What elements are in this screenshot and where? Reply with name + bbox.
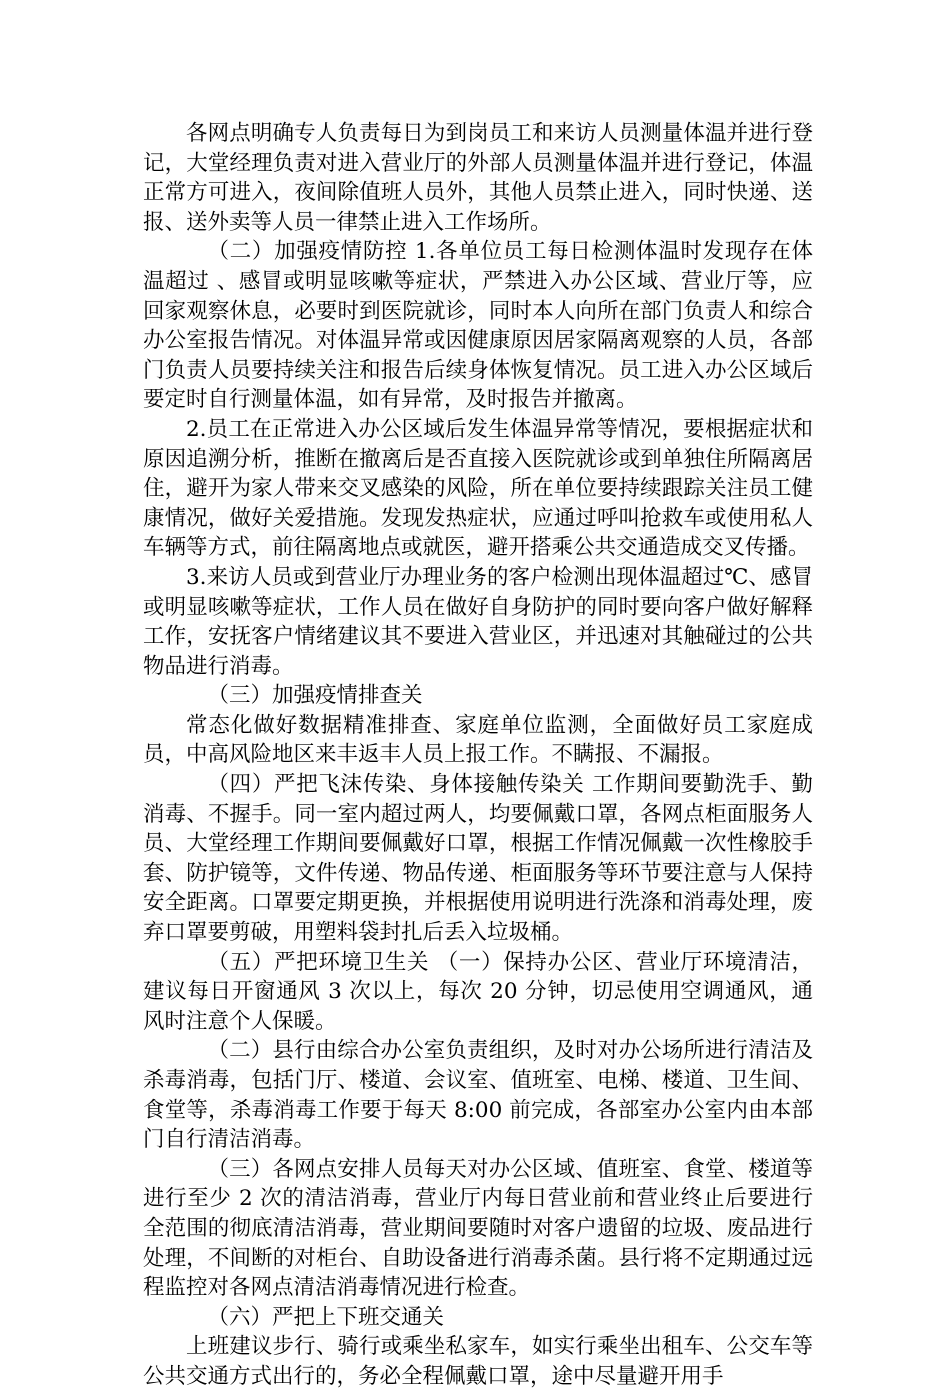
paragraph-screening-details: 常态化做好数据精准排查、家庭单位监测，全面做好员工家庭成员，中高风险地区来丰返丰人员上报工作。不瞒报、不漏报。 xyxy=(143,712,813,768)
paragraph-item-3-visitors: 3.来访人员或到营业厅办理业务的客户检测出现体温超过℃、感冒或明显咳嗽等症状，工作人员在做好自身防护的同时要向客户做好解释工作，安抚客户情绪建议其不要进入营业区，并迅速对其触碰过的公共物品进行消毒。 xyxy=(143,564,813,679)
paragraph-county-office-disinfection: （二）县行由综合办公室负责组织，及时对办公场所进行清洁及杀毒消毒，包括门厅、楼道、会议室、值班室、电梯、楼道、卫生间、食堂等，杀毒消毒工作要于每天 8:00 前完成，各部室办公室内由本部门自行清洁消毒。 xyxy=(143,1038,813,1153)
heading-section-3-screening: （三）加强疫情排查关 xyxy=(207,683,423,709)
paragraph-section-5-environment: （五）严把环境卫生关 （一）保持办公区、营业厅环境清洁，建议每日开窗通风 3 次以上，每次 20 分钟，切忌使用空调通风，通风时注意个人保暖。 xyxy=(143,949,813,1034)
paragraph-section-4-droplet-contact: （四）严把飞沫传染、身体接触传染关 工作期间要勤洗手、勤消毒、不握手。同一室内超过两人，均要佩戴口罩，各网点柜面服务人员、大堂经理工作期间要佩戴好口罩，根据工作情况佩戴一次性橡胶手套、防护镜等，文件传递、物品传递、柜面服务等环节要注意与人保持安全距离。口罩要定期更换，并根据使用说明进行洗涤和消毒处理，废弃口罩要剪破，用塑料袋封扎后丢入垃圾桶。 xyxy=(143,772,813,946)
heading-section-6-commute: （六）严把上下班交通关 xyxy=(207,1304,445,1330)
paragraph-commute-details: 上班建议步行、骑行或乘坐私家车，如实行乘坐出租车、公交车等公共交通方式出行的，务必全程佩戴口罩，途中尽量避开用手 xyxy=(143,1334,813,1389)
paragraph-section-2-epidemic-control: （二）加强疫情防控 1.各单位员工每日检测体温时发现存在体温超过 、感冒或明显咳嗽等症状，严禁进入办公区域、营业厅等，应回家观察休息，必要时到医院就诊，同时本人向所在部门负责人和综合办公室报告情况。对体温异常或因健康原因居家隔离观察的人员，各部门负责人员要持续关注和报告后续身体恢复情况。员工进入办公区域后要定时自行测量体温，如有异常，及时报告并撤离。 xyxy=(143,239,813,413)
paragraph-branch-cleaning: （三）各网点安排人员每天对办公区域、值班室、食堂、楼道等进行至少 2 次的清洁消毒，营业厅内每日营业前和营业终止后要进行全范围的彻底清洁消毒，营业期间要随时对客户遗留的垃圾、废品进行处理，不间断的对柜台、自助设备进行消毒杀菌。县行将不定期通过远程监控对各网点清洁消毒情况进行检查。 xyxy=(143,1156,813,1301)
document-body xyxy=(143,119,813,1392)
paragraph-item-2-abnormal-temperature: 2.员工在正常进入办公区域后发生体温异常等情况，要根据症状和原因追溯分析，推断在撤离后是否直接入医院就诊或到单独住所隔离居住，避开为家人带来交叉感染的风险，所在单位要持续跟踪关注员工健康情况，做好关爱措施。发现发热症状，应通过呼叫抢救车或使用私人车辆等方式，前往隔离地点或就医，避开搭乘公共交通造成交叉传播。 xyxy=(143,416,813,561)
paragraph-temperature-registration: 各网点明确专人负责每日为到岗员工和来访人员测量体温并进行登记，大堂经理负责对进入营业厅的外部人员测量体温并进行登记，体温正常方可进入，夜间除值班人员外，其他人员禁止进入，同时快递、送报、送外卖等人员一律禁止进入工作场所。 xyxy=(143,121,813,235)
